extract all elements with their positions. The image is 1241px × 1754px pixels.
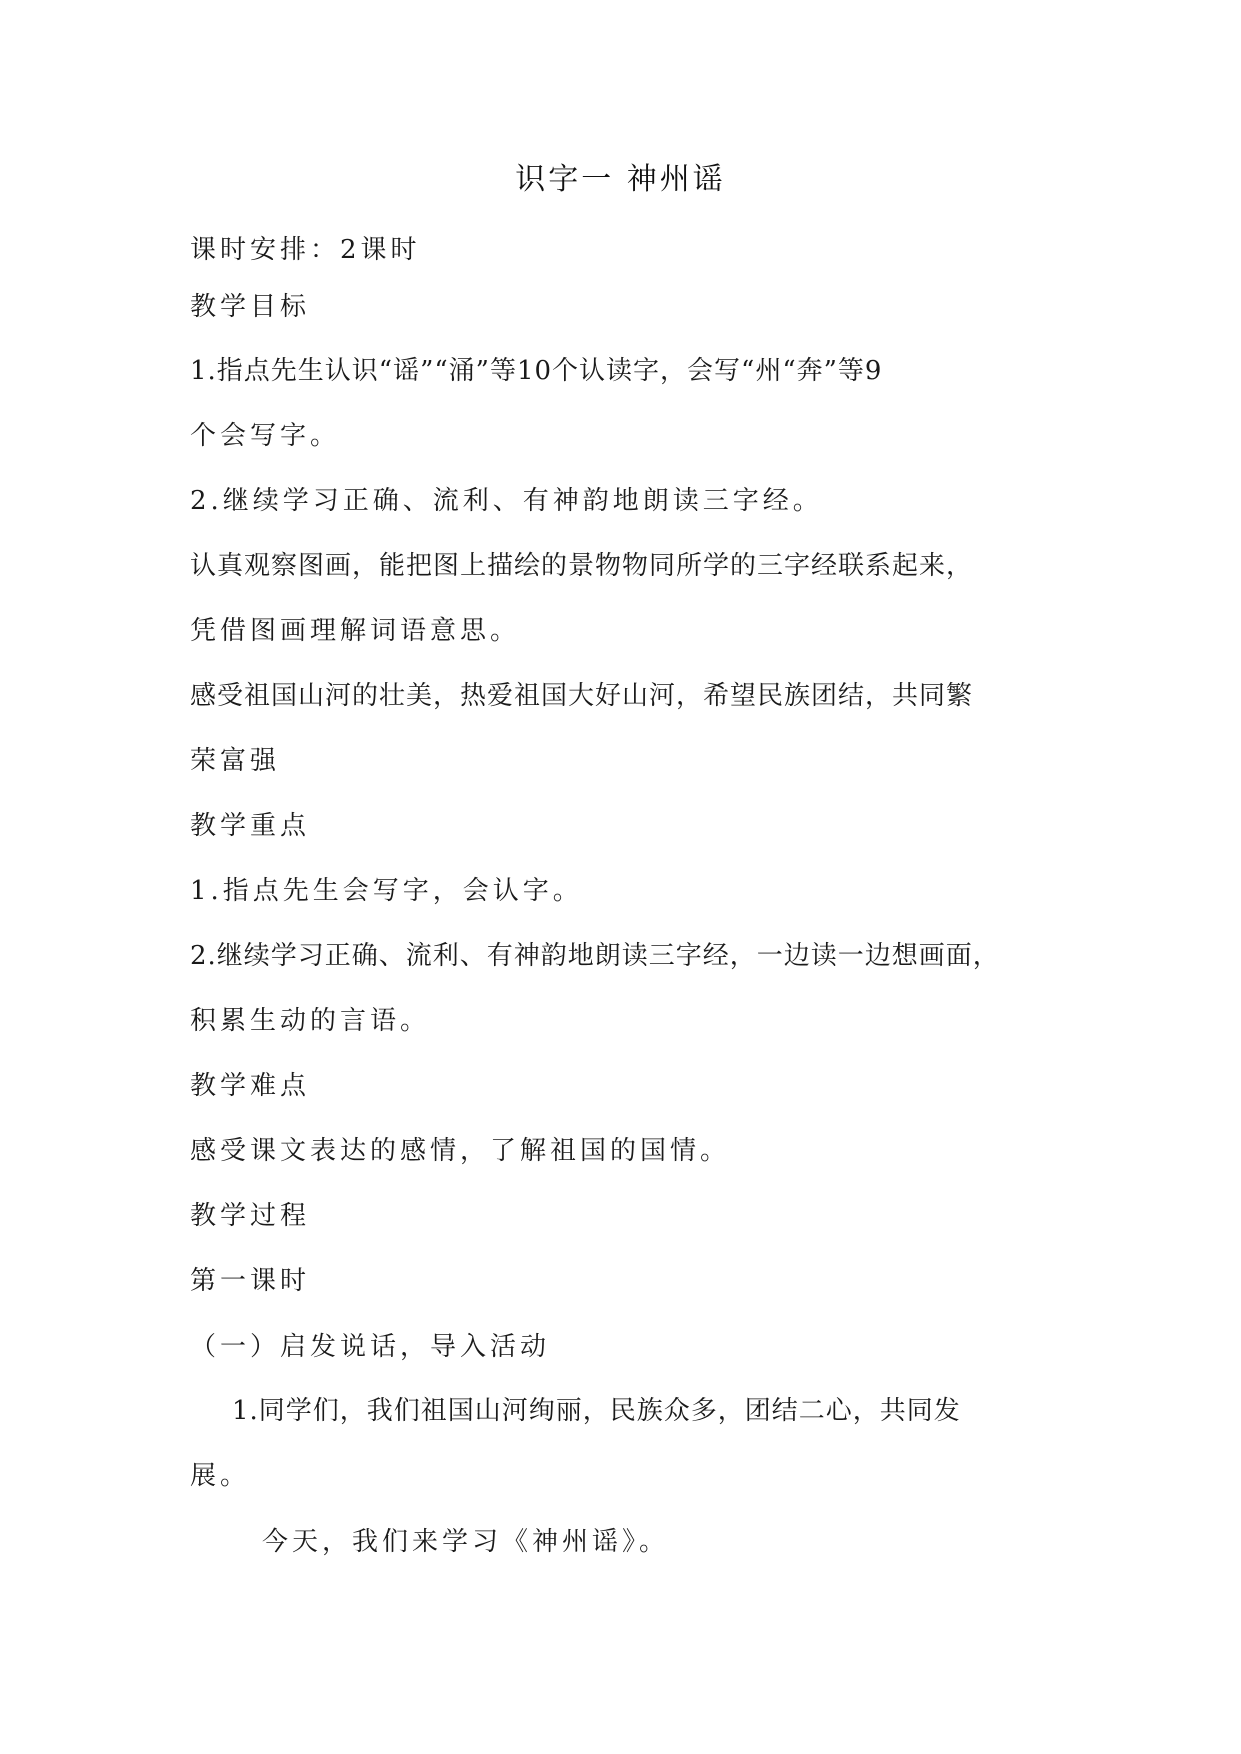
text-line: 荣富强 <box>190 746 281 776</box>
text-line-schedule: 课时安排：2课时 <box>190 235 421 265</box>
text-line: 感受祖国山河的壮美，热爱祖国大好山河，希望民族团结，共同繁 <box>190 681 974 711</box>
text-line: 今天，我们来学习《神州谣》。 <box>262 1527 670 1557</box>
subsection-heading-first-lesson: 第一课时 <box>190 1266 311 1296</box>
document-title: 识字一 神州谣 <box>515 162 726 197</box>
text-line: 感受课文表达的感情，了解祖国的国情。 <box>190 1136 731 1166</box>
section-heading-process: 教学过程 <box>190 1201 311 1231</box>
text-line: 2.继续学习正确、流利、有神韵地朗读三字经。 <box>190 486 823 516</box>
section-heading-goals: 教学目标 <box>190 292 311 322</box>
text-line: 1.指点先生认识“谣”“涌”等10个认读字，会写“州“奔”等9 <box>190 356 883 386</box>
text-line: 个会写字。 <box>190 421 341 451</box>
section-heading-difficulties: 教学难点 <box>190 1071 311 1101</box>
text-line: 1.同学们，我们祖国山河绚丽，民族众多，团结二心，共同发 <box>232 1396 961 1426</box>
text-line: 认真观察图画，能把图上描绘的景物物同所学的三字经联系起来， <box>190 551 974 581</box>
text-line: 1.指点先生会写字，会认字。 <box>190 876 583 906</box>
text-line: 展。 <box>190 1461 251 1491</box>
section-heading-key-points: 教学重点 <box>190 811 311 841</box>
text-line: 2.继续学习正确、流利、有神韵地朗读三字经，一边读一边想画面， <box>190 941 1000 971</box>
subsection-heading-step-one: （一）启发说话，导入活动 <box>190 1332 551 1362</box>
text-line: 凭借图画理解词语意思。 <box>190 616 521 646</box>
text-line: 积累生动的言语。 <box>190 1006 431 1036</box>
